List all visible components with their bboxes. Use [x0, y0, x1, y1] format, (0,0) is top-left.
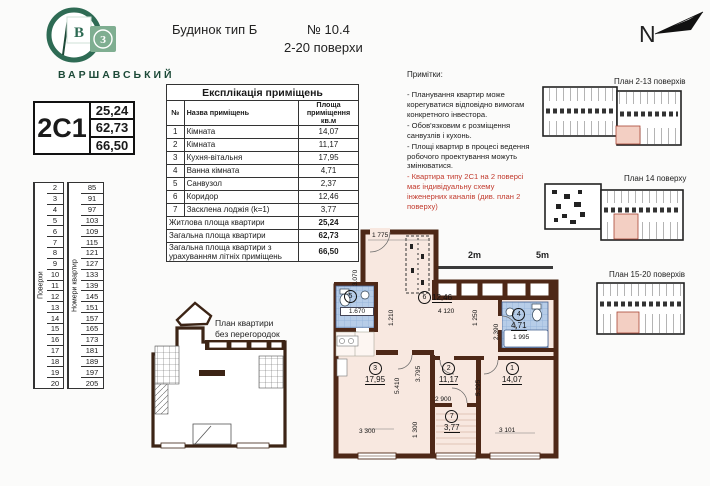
apartment-number-cell: 133 — [81, 270, 103, 281]
explication-title: Експлікація приміщень — [167, 85, 359, 101]
notes-items — [407, 90, 535, 171]
room-name-cell: Кімната — [184, 125, 298, 138]
floors-column — [47, 183, 63, 388]
keyplan-14 — [544, 182, 686, 243]
floor-cell: 8 — [47, 248, 63, 259]
floors-apartments-table — [33, 182, 104, 389]
notes-title: Примітки: — [407, 70, 443, 79]
explication-body — [167, 125, 359, 261]
apartment-number-cell: 103 — [81, 216, 103, 227]
keyplan-2-13-label: План 2-13 поверхів — [614, 77, 686, 86]
floor-cell: 15 — [47, 324, 63, 335]
floor-cell: 3 — [47, 194, 63, 205]
apartment-code: 2С1 — [35, 103, 91, 153]
room-name-cell: Кімната — [184, 138, 298, 151]
apartment-number-cell: 85 — [81, 183, 103, 194]
highlighted-unit — [616, 126, 640, 144]
highlighted-unit — [614, 214, 638, 239]
room-area-cell: 11,17 — [299, 138, 359, 151]
keyplan-15-20 — [596, 282, 686, 336]
col-header-num: № — [167, 101, 185, 126]
summary-name-cell: Загальна площа квартири з урахуванням літніх приміщень — [167, 242, 299, 261]
floors-subtable — [33, 182, 64, 389]
apartment-number-cell: 139 — [81, 281, 103, 292]
floor-cell: 20 — [50, 378, 60, 388]
svg-text:З: З — [100, 34, 106, 46]
north-arrow-icon — [633, 6, 705, 46]
floor-cell: 19 — [47, 367, 63, 378]
apartment-number-cell: 121 — [81, 248, 103, 259]
room-area-cell: 4,71 — [299, 164, 359, 177]
keyplan-2-13 — [542, 86, 684, 148]
room-number-cell: 4 — [167, 164, 185, 177]
floor-cell: 14 — [47, 313, 63, 324]
explication-summary-row — [167, 242, 359, 261]
keyplan-14-label: План 14 поверху — [624, 174, 687, 183]
highlighted-unit — [617, 312, 639, 333]
floor-cell: 7 — [47, 237, 63, 248]
compass-n-label: N — [639, 21, 656, 46]
room-area-cell: 12,46 — [299, 190, 359, 203]
room-number-cell: 7 — [167, 203, 185, 216]
note-highlight: - Квартира типу 2С1 на 2 поверсі має індивідуальну схему інженерних каналів (див. план 2 поверху) — [407, 172, 524, 211]
building-type-title: Будинок тип Б — [172, 22, 258, 37]
apartment-number-cell: 165 — [81, 324, 103, 335]
floors-range: 2-20 поверхи — [284, 40, 363, 55]
dim-kitchen-width: 3 300 — [359, 428, 376, 435]
room-number-cell: 2 — [167, 138, 185, 151]
dim-room2-width: 2 900 — [435, 396, 452, 403]
total-area-value: 62,73 — [91, 120, 133, 137]
dim-loggia-height: 1 300 — [412, 421, 419, 438]
apartment-number-cell: 97 — [81, 205, 103, 216]
brand-name: ВАРШАВСЬКИЙ — [58, 69, 175, 81]
room-name-cell: Коридор — [184, 190, 298, 203]
scale-end: 5m — [536, 250, 550, 260]
explication-row — [167, 151, 359, 164]
apartment-number-cell: 127 — [81, 259, 103, 270]
dim-corridor-height: 1 250 — [472, 309, 479, 326]
apartments-label: Номери квартир — [68, 183, 81, 388]
col-header-area: Площа приміщення кв.м — [299, 101, 359, 126]
room-name-cell: Санвузол — [184, 177, 298, 190]
building-number: № 10.4 — [307, 22, 350, 37]
dim-bath-width: 1 995 — [513, 334, 530, 341]
dim-top-width: 1 775 — [372, 232, 389, 239]
floor-cell: 2 — [47, 183, 63, 194]
svg-text:В: В — [73, 25, 85, 41]
summary-name-cell: Житлова площа квартири — [167, 216, 299, 229]
apartment-number-cell: 181 — [81, 346, 103, 357]
keyplan-15-20-label: План 15-20 поверхів — [609, 270, 685, 279]
explication-row — [167, 203, 359, 216]
explication-row — [167, 190, 359, 203]
dim-corridor-width: 4 120 — [438, 308, 455, 315]
floor-cell: 13 — [47, 302, 63, 313]
floor-cell: 16 — [47, 335, 63, 346]
room-number-cell: 1 — [167, 125, 185, 138]
apartment-number-cell: 145 — [81, 291, 103, 302]
dim-bath-height: 2.390 — [493, 323, 500, 340]
total-area-summer-value: 66,50 — [95, 137, 129, 153]
apartment-number-cell: 189 — [81, 357, 103, 368]
room-name-cell: Кухня-вітальня — [184, 151, 298, 164]
summary-name-cell: Загальна площа квартири — [167, 229, 299, 242]
room-number-cell: 5 — [167, 177, 185, 190]
room-6-label: 6 12,46 — [418, 291, 452, 304]
apartments-column — [81, 183, 103, 388]
room-area-cell: 3,77 — [299, 203, 359, 216]
note-item: - Обов'язковим є розміщення санвузлів і кухонь. — [407, 120, 511, 140]
floor-cell: 9 — [47, 259, 63, 270]
dim-wc-width: 1.670 — [340, 307, 374, 316]
room-7-label: 7 3,77 — [444, 410, 460, 433]
floor-cell: 11 — [47, 281, 63, 292]
dim-room2-height: 3.795 — [415, 365, 422, 382]
summary-area-cell: 25,24 — [299, 216, 359, 229]
apartment-number-cell: 109 — [81, 226, 103, 237]
floor-cell: 17 — [47, 346, 63, 357]
apartment-number-cell: 151 — [81, 302, 103, 313]
floor-cell: 6 — [47, 226, 63, 237]
explication-summary-row — [167, 216, 359, 229]
floor-cell: 18 — [47, 357, 63, 368]
room-name-cell: Ванна кімната — [184, 164, 298, 177]
explication-row — [167, 177, 359, 190]
floor-cell: 5 — [47, 216, 63, 227]
apartment-number-cell: 173 — [81, 335, 103, 346]
room-number-cell: 6 — [167, 190, 185, 203]
explication-row — [167, 138, 359, 151]
room-name-cell: Засклена лоджія (k=1) — [184, 203, 298, 216]
room-number-cell: 3 — [167, 151, 185, 164]
dim-hall-height: 1.210 — [388, 309, 395, 326]
living-area-value: 25,24 — [91, 103, 133, 120]
summary-area-cell: 66,50 — [299, 242, 359, 261]
explication-table — [166, 84, 359, 262]
apartment-number-cell: 115 — [81, 237, 103, 248]
apartments-subtable — [67, 182, 104, 389]
brand-logo-icon — [30, 5, 140, 67]
room-5-label: 5 — [344, 290, 357, 303]
dim-shaft-height: 3.070 — [352, 269, 359, 286]
apartment-number-cell: 205 — [85, 378, 99, 388]
col-header-name: Назва приміщень — [184, 101, 298, 126]
room-1-label: 1 14,07 — [502, 362, 522, 385]
room-area-cell: 17,95 — [299, 151, 359, 164]
brand-logo — [30, 5, 175, 85]
notes-block — [407, 70, 535, 213]
apartment-number-cell: 197 — [81, 367, 103, 378]
detail-plan-label: План квартири без перегородок — [215, 318, 280, 340]
note-item: - Площі квартир в процесі ведення робочого проектування можуть змінюватися. — [407, 141, 530, 171]
room-area-cell: 14,07 — [299, 125, 359, 138]
main-floor-plan — [332, 224, 560, 464]
room-4-label: 4 4,71 — [511, 308, 527, 331]
apartment-type-box — [33, 101, 135, 155]
dim-kitchen-height: 5.410 — [394, 377, 401, 394]
explication-row — [167, 125, 359, 138]
room-3-label: 3 17,95 — [365, 362, 385, 385]
apartment-number-cell: 91 — [81, 194, 103, 205]
note-item: - Планування квартир може корегуватися відповідно вимогам конкретного інвестора. — [407, 90, 525, 120]
floor-cell: 12 — [47, 291, 63, 302]
scale-mid: 2m — [468, 250, 482, 260]
explication-summary-row — [167, 229, 359, 242]
room-2-label: 2 11,17 — [439, 362, 458, 385]
floor-cell: 10 — [47, 270, 63, 281]
dim-room1-width: 3 101 — [499, 427, 516, 434]
floor-cell: 4 — [47, 205, 63, 216]
detail-plan-no-partitions — [133, 298, 325, 462]
floors-label: Поверхи — [34, 183, 47, 388]
dim-room1-height: 5.295 — [475, 379, 482, 396]
apartment-number-cell: 157 — [81, 313, 103, 324]
explication-row — [167, 164, 359, 177]
room-area-cell: 2,37 — [299, 177, 359, 190]
summary-area-cell: 62,73 — [299, 229, 359, 242]
